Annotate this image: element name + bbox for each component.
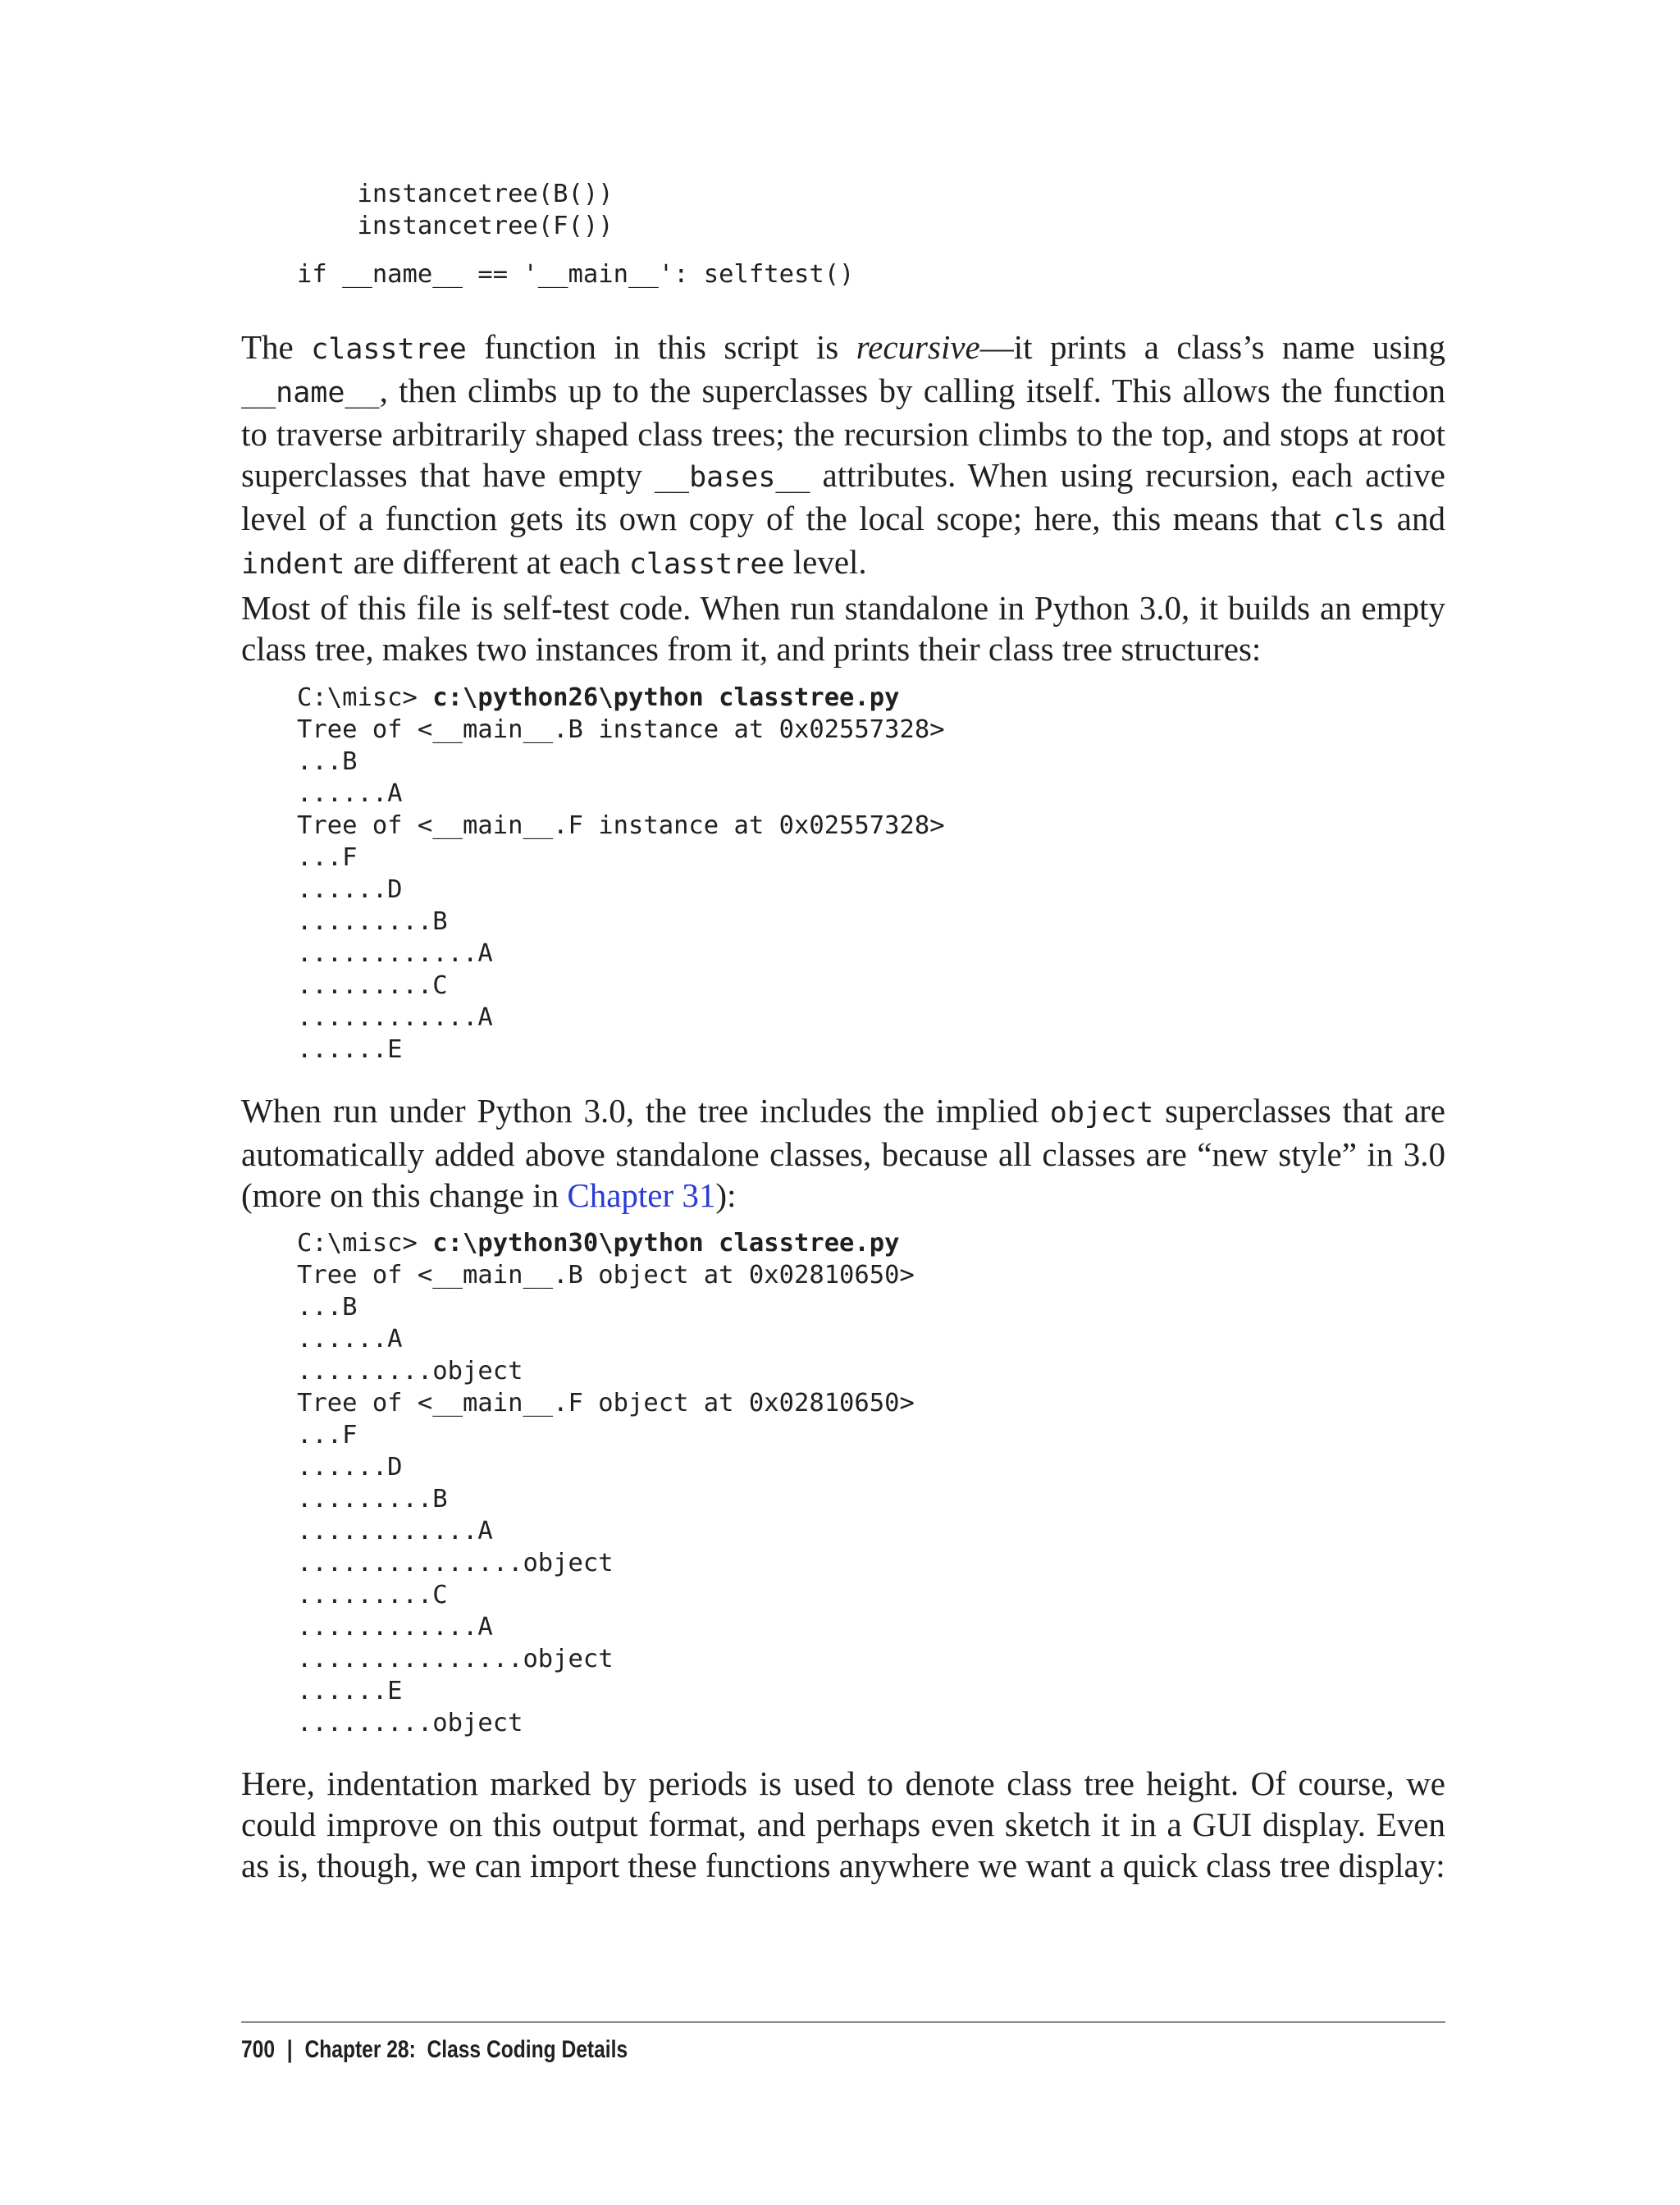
code-line: .........B — [297, 907, 448, 936]
command-line: C:\misc> c:\python26\python classtree.py — [297, 683, 900, 712]
code-line: ......E — [297, 1677, 403, 1705]
code-line: .........B — [297, 1485, 448, 1513]
code-line: ......A — [297, 1325, 403, 1354]
footer-separator: | — [286, 2036, 293, 2063]
command-line: C:\misc> c:\python30\python classtree.py — [297, 1229, 900, 1258]
code-line: ............A — [297, 939, 493, 968]
code-line: ...............object — [297, 1549, 614, 1577]
code-line: .........C — [297, 971, 448, 1000]
inline-code: classtree — [628, 548, 785, 581]
inline-code: cls — [1333, 504, 1386, 537]
command-text: c:\python30\python classtree.py — [432, 1229, 900, 1258]
code-block-selftest-tail — [297, 178, 854, 290]
code-line: ...B — [297, 1293, 358, 1322]
code-line: ...............object — [297, 1645, 614, 1673]
code-line: Tree of <__main__.F object at 0x02810650> — [297, 1389, 915, 1418]
code-line: ............A — [297, 1003, 493, 1032]
code-line: instancetree(B()) — [297, 180, 614, 208]
code-line: ...B — [297, 747, 358, 776]
chapter-31-link[interactable]: Chapter 31 — [567, 1176, 716, 1214]
chapter-title: Chapter 28: Class Coding Details — [304, 2036, 628, 2063]
footer-rule — [241, 2021, 1445, 2023]
inline-code: indent — [241, 548, 345, 581]
code-line: ............A — [297, 1517, 493, 1545]
command-text: c:\python26\python classtree.py — [432, 683, 900, 712]
code-line: Tree of <__main__.B object at 0x02810650> — [297, 1261, 915, 1290]
code-line: instancetree(F()) — [297, 212, 614, 240]
code-line: ......D — [297, 1453, 403, 1481]
paragraph-classtree-recursion: The classtree function in this script is recursive—it prints a class’s name using __name__, then climbs up to the superclasses by calling itself. This allows the function to traverse arbitrarily shaped class trees; the recursion climbs to the top, and stops at root superclasses that have empty __bases__ attributes. When using recursion, each active level of a function gets its own copy of the local scope; here, this means that cls and indent are different at each classtree level. — [241, 328, 1446, 581]
code-line — [297, 242, 854, 258]
code-line: ...F — [297, 1421, 358, 1449]
code-line: .........object — [297, 1709, 523, 1737]
inline-code: __name__ — [241, 377, 380, 409]
code-line: Tree of <__main__.F instance at 0x02557328> — [297, 811, 945, 840]
code-line: Tree of <__main__.B instance at 0x02557328> — [297, 715, 945, 744]
paragraph-indentation: Here, indentation marked by periods is used to denote class tree height. Of course, we could improve on this output format, and perhaps even sketch it in a GUI display. Even as is, though, we can import these functions anywhere we want a quick class tree display: — [241, 1764, 1445, 1884]
code-line: .........object — [297, 1357, 523, 1386]
code-block-python30-output — [297, 1227, 915, 1739]
code-line: .........C — [297, 1581, 448, 1609]
paragraph-self-test: Most of this file is self-test code. When run standalone in Python 3.0, it builds an empty class tree, makes two instances from it, and prints their class tree structures: — [241, 589, 1445, 668]
code-line: ......A — [297, 779, 403, 808]
page-footer — [241, 2036, 628, 2064]
code-block-python26-output — [297, 682, 945, 1066]
code-line: if __name__ == '__main__': selftest() — [297, 260, 855, 289]
inline-code: __bases__ — [654, 461, 810, 494]
code-line: ......E — [297, 1035, 403, 1064]
paragraph-python30-tree: When run under Python 3.0, the tree includes the implied object superclasses that are automatically added above standalone classes, because all classes are “new style” in 3.0 (more on this change in Chapter 31): — [241, 1092, 1446, 1214]
code-line: ......D — [297, 875, 403, 904]
inline-code: object — [1049, 1097, 1154, 1130]
inline-code: classtree — [311, 333, 467, 366]
emphasis: recursive — [856, 328, 980, 366]
code-line: ...F — [297, 843, 358, 872]
code-line: ............A — [297, 1613, 493, 1641]
page-number: 700 — [241, 2036, 276, 2063]
